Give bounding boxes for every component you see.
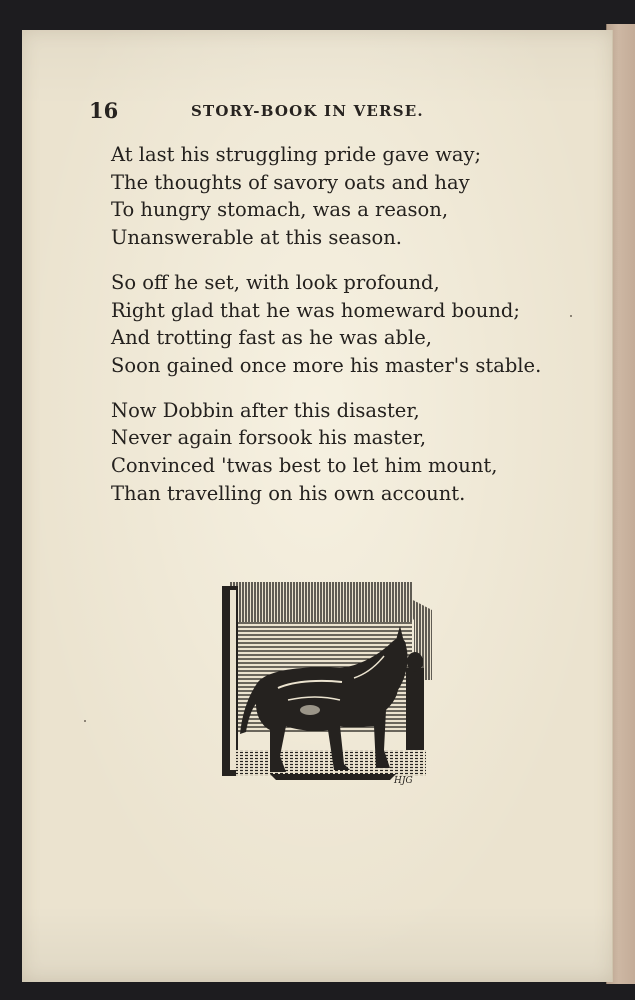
- poem-line: Now Dobbin after this disaster,: [111, 398, 420, 422]
- page-number: 16: [89, 98, 119, 123]
- stanza: [111, 269, 581, 380]
- engraver-mark: HJG: [394, 776, 413, 785]
- running-title: STORY-BOOK IN VERSE.: [191, 102, 424, 120]
- poem-line: So off he set, with look profound,: [111, 270, 440, 294]
- paper-speck: [84, 720, 86, 722]
- poem-line: To hungry stomach, was a reason,: [111, 198, 449, 222]
- roof-beam: [230, 582, 412, 622]
- poem-line: Unanswerable at this season.: [111, 226, 402, 250]
- poem-line: And trotting fast as he was able,: [111, 326, 432, 350]
- stanza: [111, 397, 581, 508]
- poem-line: Soon gained once more his master's stable.: [111, 353, 542, 377]
- book-page: [22, 30, 613, 982]
- stable-ground: [236, 750, 426, 776]
- paper-speck: [570, 315, 572, 317]
- poem-line: Never again forsook his master,: [111, 426, 427, 450]
- poem-line: The thoughts of savory oats and hay: [111, 170, 470, 194]
- poem: [111, 141, 581, 524]
- poem-line: Than travelling on his own account.: [111, 481, 466, 505]
- poem-line: Convinced 'twas best to let him mount,: [111, 454, 498, 478]
- horse-woodcut-illustration: [200, 550, 432, 785]
- poem-line: At last his struggling pride gave way;: [111, 143, 482, 166]
- poem-line: Right glad that he was homeward bound;: [111, 298, 520, 322]
- stanza: [111, 141, 581, 252]
